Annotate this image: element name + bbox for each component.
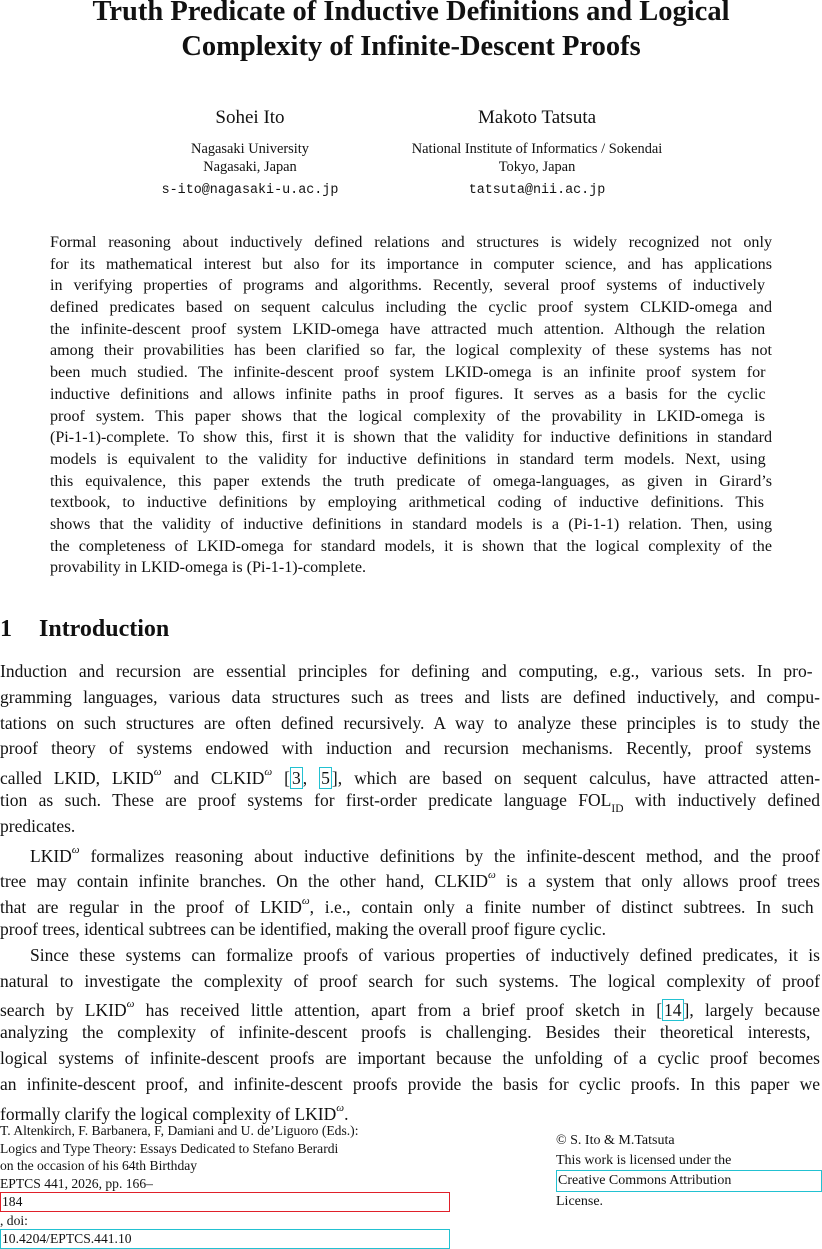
- abstract-line: (Pi-1-1)-complete. To show this, first it is shown that the validity for inductive definitions in standard: [50, 429, 772, 447]
- body-line: [0, 865, 820, 891]
- omega-symbol: ω: [488, 869, 496, 882]
- text-run: , doi:: [0, 1212, 28, 1228]
- citation-link-3[interactable]: 3: [291, 768, 301, 789]
- body-line: [0, 788, 820, 814]
- abstract-line: in verifying properties of programs and algorithms. Recently, several proof systems of inductively: [50, 277, 766, 295]
- text-run: , i.e., contain only a finite number of distinct subtrees. In such: [309, 897, 814, 917]
- text-run: that are regular in the proof of LKID: [0, 897, 302, 917]
- introduction-body: [0, 659, 820, 1123]
- footer-line: Logics and Type Theory: Essays Dedicated to Stefano Berardi: [0, 1140, 339, 1156]
- text-run: called LKID, LKID: [0, 768, 154, 789]
- footer-line: [0, 1175, 450, 1249]
- citation-link-5[interactable]: 5: [321, 768, 330, 789]
- citation-link-14[interactable]: 14: [664, 1000, 682, 1021]
- title-line-1: Truth Predicate of Inductive Definitions and Logical: [92, 0, 730, 27]
- body-line: predicates.: [0, 815, 76, 836]
- doi-link[interactable]: 10.4204/EPTCS.441.10: [0, 1229, 450, 1249]
- license-info: [556, 1131, 822, 1211]
- footer-line: on the occasion of his 64th Birthday: [0, 1158, 198, 1173]
- text-run: ], which are based on sequent calculus, have attracted atten-: [331, 768, 821, 789]
- body-line: proof trees, identical subtrees can be identified, making the overall proof figure cyclic.: [0, 918, 606, 939]
- id-subscript: ID: [611, 803, 624, 816]
- text-run: LKID: [30, 845, 72, 866]
- text-run: is a system that only allows proof trees: [495, 871, 820, 892]
- abstract-line: inductive definitions and allows infinite paths in proof figures. It serves as a basis for the cyclic: [50, 385, 766, 403]
- title-line-2: Complexity of Infinite-Descent Proofs: [181, 31, 641, 62]
- abstract-line: among their provabilities has been clarified so far, the logical complexity of these systems has not: [50, 342, 772, 360]
- abstract-line: proof system. This paper shows that the logical complexity of the provability in LKID-omega is: [50, 407, 766, 425]
- author-block-2: [387, 106, 687, 200]
- author-name: Sohei Ito: [215, 107, 285, 128]
- text-run: has received little attention, apart from a brief proof sketch in [: [134, 1000, 663, 1021]
- text-run: with inductively defined: [623, 789, 820, 810]
- abstract-line: Formal reasoning about inductively defined relations and structures is widely recognized not only: [50, 234, 772, 251]
- body-line: proof theory of systems endowed with induction and recursion mechanisms. Recently, proof systems: [0, 738, 812, 759]
- abstract-line: the infinite-descent proof system LKID-omega have attracted much attention. Although the relation: [50, 320, 766, 338]
- omega-symbol: ω: [264, 766, 273, 779]
- author-affiliation: [110, 140, 390, 176]
- affiliation-line: Nagasaki University: [191, 141, 309, 157]
- text-run: tree may contain infinite branches. On the other hand, CLKID: [0, 871, 488, 892]
- publication-info: [0, 1122, 450, 1249]
- affiliation-line: Nagasaki, Japan: [203, 159, 297, 175]
- omega-symbol: ω: [301, 895, 310, 908]
- license-line: [556, 1170, 822, 1211]
- text-run: and CLKID: [161, 768, 265, 789]
- body-line: logical systems of infinite-descent proofs are important because the unfolding of a cyclic proof becomes: [0, 1047, 820, 1068]
- body-line: [0, 1098, 820, 1124]
- text-run: ,: [302, 768, 320, 789]
- abstract-line: been much studied. The infinite-descent proof system LKID-omega is an infinite proof system for: [50, 364, 766, 382]
- text-run: [: [272, 768, 290, 789]
- body-line: analyzing the complexity of infinite-descent proofs is challenging. Besides their theoretical interests,: [0, 1022, 811, 1043]
- omega-symbol: ω: [126, 998, 135, 1011]
- body-line: [0, 762, 820, 788]
- body-line: [0, 994, 820, 1020]
- body-line: gramming languages, various data structures such as trees and lists are defined inductively, and compu-: [0, 686, 820, 707]
- omega-symbol: ω: [71, 843, 80, 856]
- creative-commons-link[interactable]: Creative Commons Attribution: [556, 1170, 822, 1192]
- text-run: EPTCS 441, 2026, pp. 166–: [0, 1175, 153, 1191]
- affiliation-line: Tokyo, Japan: [498, 159, 576, 175]
- text-run: tion as such. These are proof systems for first-order predicate language FOL: [0, 789, 612, 810]
- author-email: s-ito@nagasaki-u.ac.jp: [161, 183, 339, 198]
- body-line: an infinite-descent proof, and infinite-descent proofs provide the basis for cyclic proofs. In this paper we: [0, 1073, 820, 1094]
- text-run: search by LKID: [0, 1000, 127, 1021]
- omega-symbol: ω: [336, 1101, 345, 1114]
- body-line: Since these systems can formalize proofs of various properties of inductively defined predicates, it is: [30, 944, 820, 965]
- body-line: natural to investigate the complexity of proof search for such systems. The logical complexity of proof: [0, 970, 820, 991]
- abstract: [50, 232, 772, 579]
- body-line: Induction and recursion are essential principles for defining and computing, e.g., various sets. In pro-: [0, 661, 813, 681]
- abstract-line: defined predicates based on sequent calculus including the cyclic proof system CLKID-omega and: [50, 299, 772, 317]
- paper-title: [0, 0, 822, 64]
- text-run: .: [344, 1103, 349, 1124]
- abstract-line: this equivalence, this paper extends the truth predicate of omega-languages, as given in Girard’s: [50, 472, 772, 490]
- section-heading: [0, 614, 169, 644]
- abstract-line: the completeness of LKID-omega for standard models, it is shown that the logical complexity of the: [50, 537, 772, 555]
- body-line: tations on such structures are often defined recursively. A way to analyze these principles is to study the: [0, 712, 820, 733]
- abstract-line: shows that the validity of inductive definitions in standard models is a (Pi-1-1) relation. Then, using: [50, 515, 772, 533]
- author-email: tatsuta@nii.ac.jp: [468, 183, 606, 198]
- body-line: [0, 840, 820, 866]
- abstract-line: textbook, to inductive definitions by employing arithmetical coding of inductive definitions. This: [50, 494, 764, 512]
- section-title: Introduction: [39, 616, 170, 642]
- omega-symbol: ω: [153, 766, 162, 779]
- text-run: ], largely because: [683, 1000, 820, 1021]
- license-line: This work is licensed under the: [556, 1152, 732, 1168]
- affiliation-line: National Institute of Informatics / Sokendai: [411, 141, 663, 157]
- author-name: Makoto Tatsuta: [477, 107, 597, 128]
- text-run: formally clarify the logical complexity of LKID: [0, 1103, 337, 1124]
- abstract-line: provability in LKID-omega is (Pi-1-1)-complete.: [50, 559, 366, 577]
- copyright-line: © S. Ito & M.Tatsuta: [556, 1133, 675, 1148]
- author-affiliation: [387, 140, 687, 176]
- text-run: formalizes reasoning about inductive definitions by the infinite-descent method, and the proof: [79, 845, 820, 866]
- author-block-1: [110, 106, 390, 200]
- footer-line: T. Altenkirch, F. Barbanera, F, Damiani and U. de’Liguoro (Eds.):: [0, 1123, 359, 1138]
- abstract-line: for its mathematical interest but also for its importance in computer science, and has applications: [50, 255, 772, 273]
- text-run: License.: [556, 1193, 604, 1209]
- body-line: [0, 891, 820, 917]
- abstract-line: models is equivalent to the validity for inductive definitions in standard term models. Next, using: [50, 450, 766, 468]
- section-number: 1: [0, 616, 12, 642]
- last-page-link[interactable]: 184: [0, 1192, 450, 1212]
